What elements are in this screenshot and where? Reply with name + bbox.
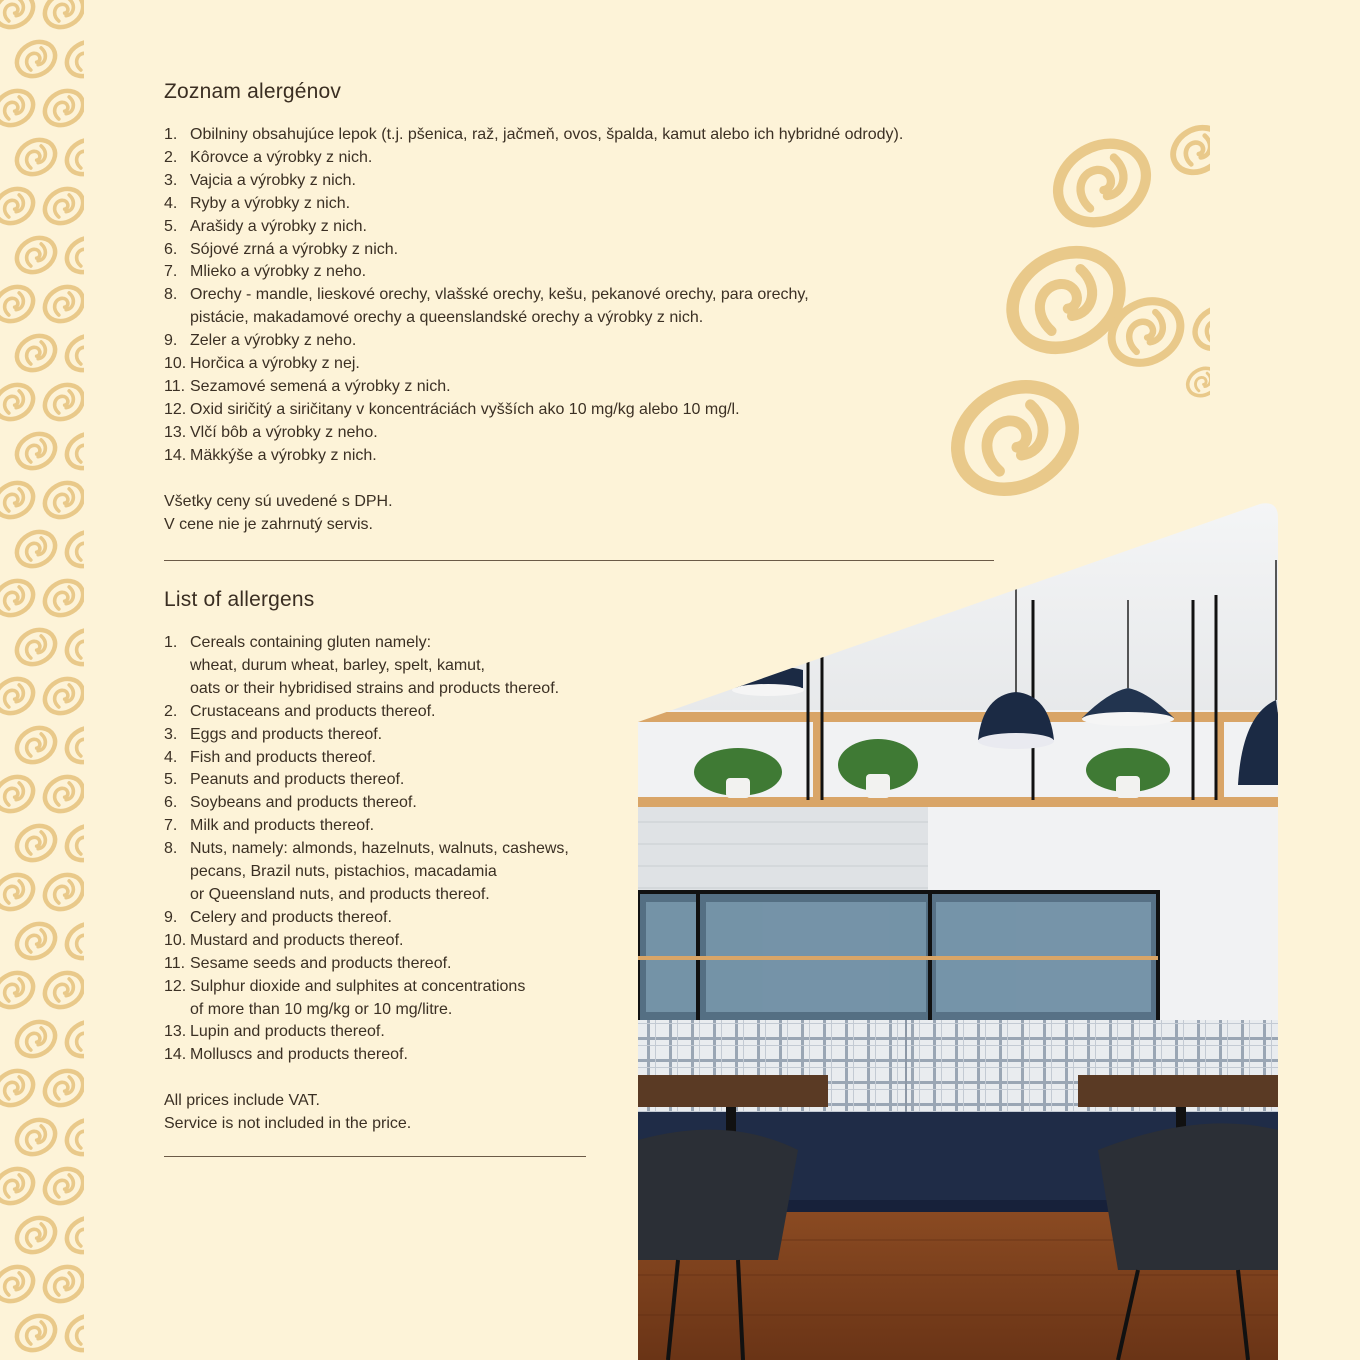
vat-note: Všetky ceny sú uvedené s DPH. [164, 492, 393, 510]
swirl-logo-icon [39, 770, 84, 818]
allergen-item [164, 792, 624, 815]
swirl-logo-icon [39, 1260, 84, 1308]
allergen-text: Vajcia a výrobky z nich. [190, 171, 356, 189]
swirl-logo-icon [11, 525, 62, 573]
allergens-section-sk [164, 80, 903, 536]
allergen-number: 13. [164, 1023, 187, 1041]
allergen-number: 1. [164, 126, 178, 143]
allergen-number: 10. [164, 355, 187, 373]
allergen-item [164, 239, 903, 262]
swirl-logo-icon [61, 525, 84, 573]
allergen-text: Fish and products thereof. [190, 748, 376, 766]
allergen-text: Milk and products thereof. [190, 817, 375, 835]
swirl-logo-icon [0, 476, 39, 524]
section-title-en: List of allergens [164, 588, 315, 611]
pattern-marks [0, 0, 84, 1360]
swirl-logo-icon [0, 378, 39, 426]
allergen-item [164, 701, 624, 724]
allergen-number: 11. [164, 377, 186, 395]
swirl-logo-icon [61, 133, 84, 181]
allergen-text: Soybeans and products thereof. [190, 794, 417, 812]
allergen-item [164, 170, 903, 193]
allergen-number: 12. [164, 977, 187, 995]
allergen-item [164, 216, 903, 239]
swirl-logo-icon [61, 427, 84, 475]
swirl-logo-icon [61, 1211, 84, 1259]
allergen-text: Celery and products thereof. [190, 908, 392, 926]
allergen-item [164, 1044, 624, 1067]
allergen-item [164, 353, 903, 376]
allergen-number: 14. [164, 446, 187, 464]
swirl-logo-icon [11, 1211, 62, 1259]
swirl-logo-icon [61, 35, 84, 83]
swirl-logo-icon [39, 0, 84, 34]
allergen-text: Arašidy a výrobky z nich. [190, 217, 367, 235]
swirl-logo-icon [11, 133, 62, 181]
swirl-logo-icon [0, 1162, 39, 1210]
swirl-logo-icon [1208, 73, 1210, 111]
allergen-text: Sezamové semená a výrobky z nich. [190, 377, 451, 395]
allergen-text: Mäkkýše a výrobky z nich. [190, 446, 377, 464]
swirl-logo-icon [39, 84, 84, 132]
swirl-logo-icon [61, 819, 84, 867]
allergen-number: 4. [164, 194, 178, 212]
allergen-text: Mustard and products thereof. [190, 931, 404, 949]
swirl-logo-icon [39, 280, 84, 328]
service-note: Service is not included in the price. [164, 1115, 412, 1133]
section-divider [164, 1156, 586, 1157]
allergen-item [164, 953, 624, 976]
allergen-number: 5. [164, 217, 178, 235]
allergen-number: 9. [164, 908, 178, 926]
allergen-text: Cereals containing gluten namely: wheat, durum wheat, barley, spelt, kamut, oats or their hybridised strains and products thereof. [190, 634, 560, 697]
allergen-text: Crustaceans and products thereof. [190, 702, 436, 720]
allergen-text: Orechy - mandle, lieskové orechy, vlašské orechy, kešu, pekanové orechy, para orechy, pistácie, makadamové orechy a queenslandské orechy a výrobky z nich. [190, 286, 809, 327]
allergen-text: Molluscs and products thereof. [190, 1046, 408, 1064]
allergen-item [164, 330, 903, 353]
allergen-text: Mlieko a výrobky z neho. [190, 263, 367, 281]
allergen-item [164, 724, 624, 747]
cafe-interior-photo [638, 500, 1278, 1360]
allergen-item [164, 284, 903, 330]
allergen-number: 7. [164, 817, 178, 835]
swirl-logo-icon [61, 917, 84, 965]
allergen-text: Vlčí bôb a výrobky z neho. [190, 423, 378, 441]
swirl-logo-icon [61, 623, 84, 671]
swirl-logo-icon [61, 1113, 84, 1161]
swirl-logo-icon [1044, 128, 1160, 238]
swirl-logo-icon [0, 182, 39, 230]
allergen-text: Obilniny obsahujúce lepok (t.j. pšenica, raž, jačmeň, ovos, špalda, kamut alebo ich hybridné odrody). [190, 126, 904, 143]
allergens-section-en [164, 588, 624, 1136]
allergen-item [164, 376, 903, 399]
swirl-logo-icon [0, 0, 39, 34]
allergen-item [164, 838, 624, 907]
swirl-logo-icon [39, 574, 84, 622]
allergen-item [164, 632, 624, 701]
swirl-logo-icon [11, 917, 62, 965]
swirl-logo-icon [11, 1015, 62, 1063]
swirl-logo-icon [11, 427, 62, 475]
swirl-logo-icon [11, 1309, 62, 1357]
allergen-item [164, 747, 624, 770]
swirl-logo-icon [0, 868, 39, 916]
allergen-item [164, 930, 624, 953]
swirl-logo-icon [0, 574, 39, 622]
swirl-logo-icon [39, 672, 84, 720]
allergen-number: 6. [164, 794, 178, 812]
swirl-logo-icon [1183, 363, 1210, 401]
swirl-logo-icon [939, 366, 1091, 509]
allergen-number: 6. [164, 240, 178, 258]
allergen-text: Horčica a výrobky z nej. [190, 355, 360, 373]
section-title-sk: Zoznam alergénov [164, 80, 342, 103]
allergen-item [164, 399, 903, 422]
allergen-number: 11. [164, 954, 186, 972]
logo-cluster [930, 60, 1210, 520]
swirl-logo-icon [0, 770, 39, 818]
allergen-text: Zeler a výrobky z neho. [190, 332, 357, 350]
allergen-number: 5. [164, 771, 178, 789]
allergen-text: Sulphur dioxide and sulphites at concentrations of more than 10 mg/kg or 10 mg/litre. [190, 977, 526, 1018]
allergen-number: 8. [164, 286, 178, 304]
allergen-text: Eggs and products thereof. [190, 725, 383, 743]
allergen-text: Sesame seeds and products thereof. [190, 954, 452, 972]
allergen-item [164, 147, 903, 170]
swirl-logo-icon [61, 231, 84, 279]
allergen-item [164, 445, 903, 468]
allergen-number: 2. [164, 702, 178, 720]
allergen-text: Sójové zrná a výrobky z nich. [190, 240, 399, 258]
side-logo-pattern [0, 0, 84, 1360]
swirl-logo-icon [39, 868, 84, 916]
swirl-logo-icon [0, 1064, 39, 1112]
allergen-item [164, 976, 624, 1022]
swirl-logo-icon [61, 1015, 84, 1063]
swirl-logo-icon [39, 1064, 84, 1112]
allergen-number: 3. [164, 171, 178, 189]
allergen-number: 9. [164, 332, 178, 350]
allergen-number: 4. [164, 748, 178, 766]
allergen-text: Lupin and products thereof. [190, 1023, 385, 1041]
allergen-number: 13. [164, 423, 187, 441]
allergen-item [164, 769, 624, 792]
allergen-text: Peanuts and products thereof. [190, 771, 405, 789]
swirl-logo-icon [11, 623, 62, 671]
swirl-logo-icon [11, 231, 62, 279]
swirl-logo-icon [0, 84, 39, 132]
price-notes-en [164, 1090, 624, 1136]
allergen-number: 7. [164, 263, 178, 281]
allergen-number: 8. [164, 840, 178, 858]
swirl-logo-icon [1188, 299, 1210, 356]
allergen-number: 12. [164, 400, 187, 418]
allergen-number: 14. [164, 1046, 187, 1064]
allergen-item [164, 422, 903, 445]
swirl-logo-icon [61, 1309, 84, 1357]
allergen-item [164, 907, 624, 930]
allergen-item [164, 193, 903, 216]
swirl-logo-icon [0, 1260, 39, 1308]
swirl-logo-icon [1165, 119, 1210, 181]
swirl-logo-icon [39, 378, 84, 426]
swirl-logo-icon [39, 476, 84, 524]
allergen-number: 1. [164, 634, 178, 651]
swirl-logo-icon [0, 672, 39, 720]
allergen-number: 3. [164, 725, 178, 743]
allergen-number: 10. [164, 931, 187, 949]
service-note: V cene nie je zahrnutý servis. [164, 515, 373, 533]
allergen-text: Ryby a výrobky z nich. [190, 194, 351, 212]
swirl-logo-icon [0, 280, 39, 328]
allergen-number: 2. [164, 148, 178, 166]
swirl-logo-icon [61, 721, 84, 769]
allergen-item [164, 124, 903, 147]
swirl-logo-icon [39, 1162, 84, 1210]
allergen-list-sk [164, 124, 903, 468]
swirl-logo-icon [11, 819, 62, 867]
allergen-text: Oxid siričitý a siričitany v koncentráciách vyšších ako 10 mg/kg alebo 10 mg/l. [190, 400, 740, 418]
vat-note: All prices include VAT. [164, 1092, 320, 1110]
allergen-list-en [164, 632, 624, 1067]
swirl-logo-icon [11, 721, 62, 769]
allergen-item [164, 1021, 624, 1044]
allergen-item [164, 261, 903, 284]
allergen-item [164, 815, 624, 838]
allergen-text: Nuts, namely: almonds, hazelnuts, walnuts, cashews, pecans, Brazil nuts, pistachios, macadamia or Queensland nuts, and products thereof. [190, 840, 569, 903]
swirl-logo-icon [39, 182, 84, 230]
allergen-text: Kôrovce a výrobky z nich. [190, 148, 373, 166]
swirl-logo-icon [39, 966, 84, 1014]
swirl-logo-icon [11, 1113, 62, 1161]
swirl-logo-icon [61, 329, 84, 377]
swirl-logo-icon [11, 35, 62, 83]
swirl-logo-icon [0, 966, 39, 1014]
swirl-logo-icon [11, 329, 62, 377]
